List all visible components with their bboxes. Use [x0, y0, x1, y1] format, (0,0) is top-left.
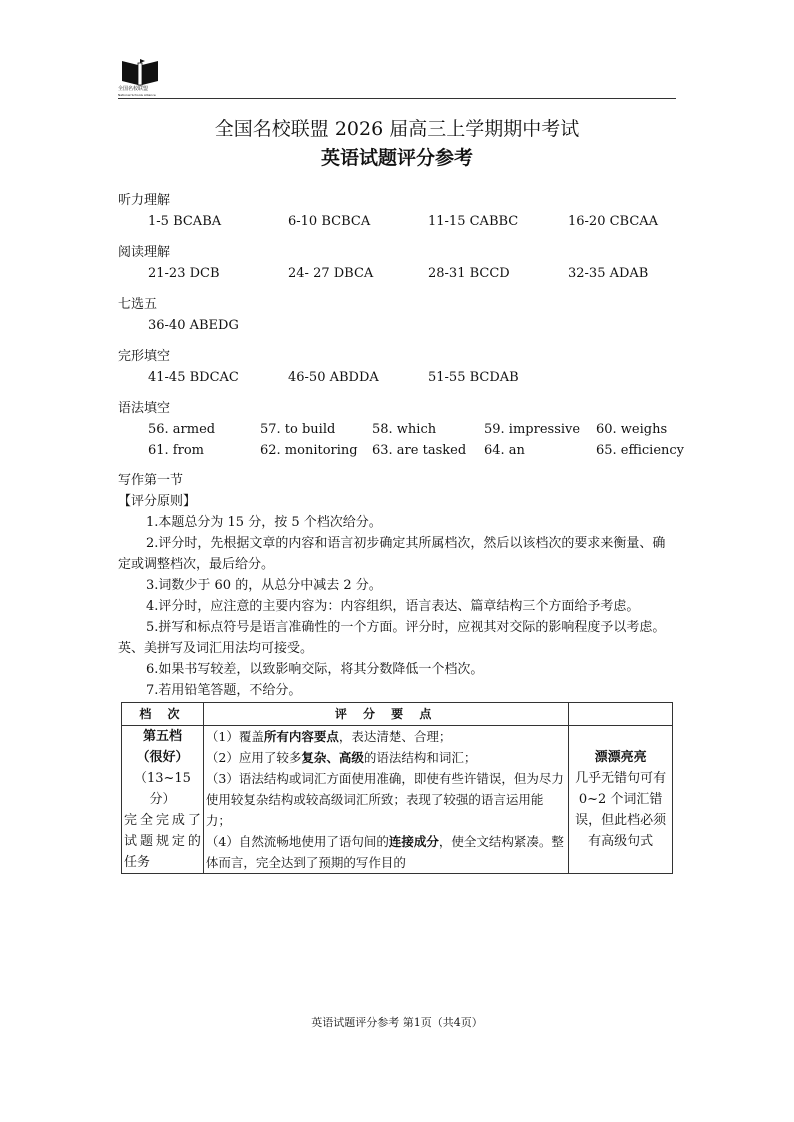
grade-cell	[122, 726, 204, 874]
grade-desc: 完全完成了试题规定的任务	[124, 813, 201, 870]
grading-table	[121, 702, 673, 874]
answer-row-cloze	[148, 369, 684, 387]
page-footer: 英语试题评分参考 第1页（共4页）	[311, 1016, 483, 1029]
rule-item: 4.评分时，应注意的主要内容为：内容组织，语言表达、篇章结构三个方面给予考虑。	[146, 599, 640, 614]
points-cell	[203, 726, 568, 874]
rule-item: 5.拼写和标点符号是语言准确性的一个方面。评分时，应视其对交际的影响程度予以考虑。英、美拼写及词汇用法均可接受。	[118, 620, 666, 656]
answer-group: 28-31 BCCD	[428, 266, 510, 281]
answer-row-grammar-2	[148, 442, 684, 460]
header-grade: 档 次	[122, 703, 204, 726]
answer-item: 64. an	[484, 443, 525, 458]
answer-item: 58. which	[372, 422, 437, 437]
note-title: 漂漂亮亮	[594, 750, 647, 765]
header-notes	[569, 703, 673, 726]
answer-item: 61. from	[148, 443, 204, 458]
answer-group: 16-20 CBCAA	[568, 214, 659, 229]
rule-item: 6.如果书写较差，以致影响交际，将其分数降低一个档次。	[146, 662, 484, 677]
answer-item: 62. monitoring	[260, 443, 358, 458]
note-body: 几乎无错句可有 0~2 个词汇错误，但此档必须有高级句式	[575, 771, 667, 849]
table-header-row	[122, 703, 673, 726]
answer-item: 65. efficiency	[596, 443, 685, 458]
answer-group: 11-15 CABBC	[428, 214, 519, 229]
score-range: （13~15 分）	[133, 771, 191, 807]
answer-group: 6-10 BCBCA	[288, 214, 371, 229]
answer-item: 60. weighs	[596, 422, 668, 437]
section-title-writing: 写作第一节	[118, 473, 184, 488]
header-points: 评 分 要 点	[203, 703, 568, 726]
answer-group: 41-45 BDCAC	[148, 370, 239, 385]
answer-group: 51-55 BCDAB	[428, 370, 519, 385]
rule-item: 1.本题总分为 15 分，按 5 个档次给分。	[146, 515, 382, 530]
logo-caption: 全国名校联盟 National Schools Alliance	[118, 86, 156, 97]
answer-item: 63. are tasked	[372, 443, 467, 458]
answer-item: 59. impressive	[484, 422, 581, 437]
section-title-cloze: 完形填空	[118, 349, 171, 364]
answer-group: 36-40 ABEDG	[148, 318, 239, 333]
rule-item: 2.评分时，先根据文章的内容和语言初步确定其所属档次，然后以该档次的要求来衡量、确定或调整档次，最后给分。	[118, 536, 666, 572]
exam-title: 全国名校联盟 2026 届高三上学期期中考试	[214, 118, 580, 140]
principles-title: 【评分原则】	[118, 494, 197, 509]
point-item: （2）应用了较多复杂、高级的语法结构和词汇；	[205, 750, 477, 765]
answer-row-seven-five	[148, 317, 684, 335]
point-item: （4）自然流畅地使用了语句间的连接成分，使全文结构紧凑。整体而言，完全达到了预期的写作目的	[205, 834, 564, 870]
answer-row-listening	[148, 213, 684, 231]
answer-group: 24- 27 DBCA	[288, 266, 374, 281]
section-title-listening: 听力理解	[118, 193, 171, 208]
header-rule	[118, 98, 676, 99]
section-title-reading: 阅读理解	[118, 245, 171, 260]
answer-item: 56. armed	[148, 422, 216, 437]
answer-item: 57. to build	[260, 422, 336, 437]
answer-row-grammar-1	[148, 421, 684, 439]
rule-item: 3.词数少于 60 的，从总分中减去 2 分。	[146, 578, 382, 593]
book-logo-icon	[118, 57, 162, 87]
notes-cell	[569, 726, 673, 874]
section-title-grammar: 语法填空	[118, 401, 171, 416]
grade-name: 第五档	[142, 729, 182, 744]
answer-group: 1-5 BCABA	[148, 214, 222, 229]
point-item: （3）语法结构或词汇方面使用准确，即使有些许错误，但为尽力使用较复杂结构或较高级词汇所致；表现了较强的语言运用能力；	[205, 771, 564, 828]
rule-item: 7.若用铅笔答题，不给分。	[146, 683, 302, 698]
section-title-seven-five: 七选五	[118, 297, 158, 312]
answer-row-reading	[148, 265, 684, 283]
answer-group: 21-23 DCB	[148, 266, 220, 281]
grade-quality: （很好）	[136, 750, 189, 765]
answer-group: 46-50 ABDDA	[288, 370, 379, 385]
writing-section	[118, 470, 676, 701]
doc-subtitle: 英语试题评分参考	[320, 147, 473, 169]
answer-group: 32-35 ADAB	[568, 266, 649, 281]
point-item: （1）覆盖所有内容要点，表达清楚、合理；	[205, 729, 452, 744]
table-row	[122, 726, 673, 874]
